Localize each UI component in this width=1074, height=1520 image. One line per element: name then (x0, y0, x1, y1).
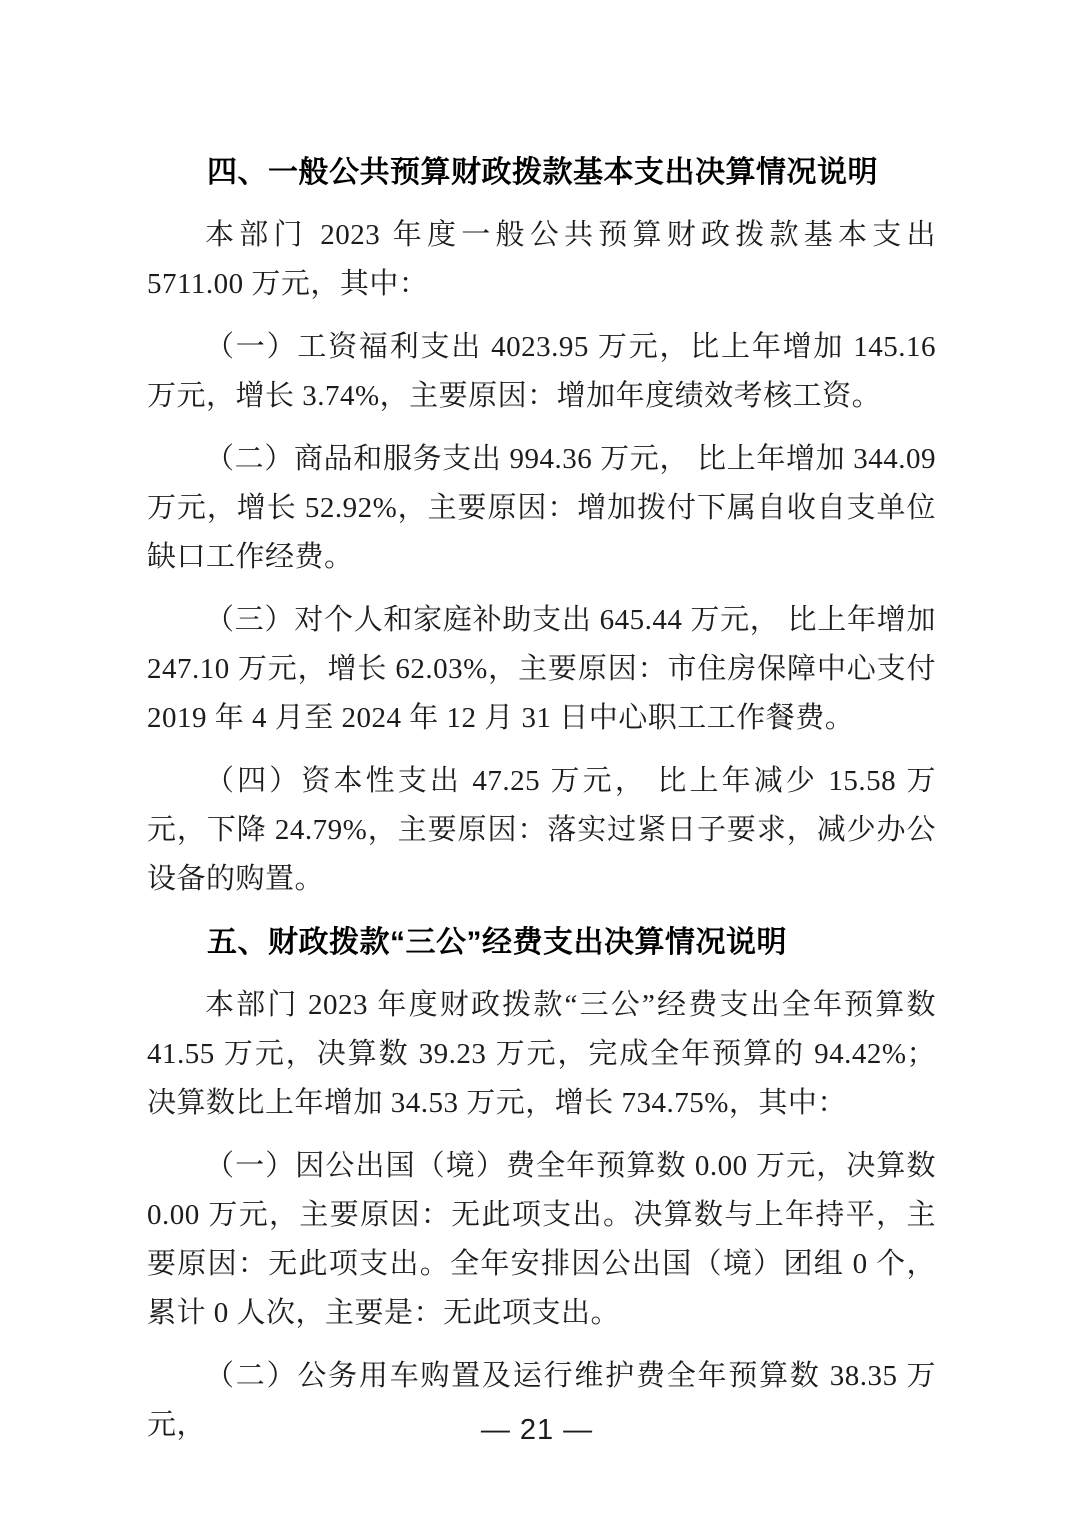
section-4-paragraph-goods-services: （二）商品和服务支出 994.36 万元， 比上年增加 344.09 万元，增长 52.92%，主要原因：增加拨付下属自收自支单位缺口工作经费。 (147, 443, 936, 573)
section-4-paragraph-individual-family-subsidy: （三）对个人和家庭补助支出 645.44 万元， 比上年增加 247.10 万元，增长 62.03%，主要原因：市住房保障中心支付 2019 年 4 月至 2024 年 12 月 31 日中心职工工作餐费。 (147, 604, 936, 734)
document-content (147, 138, 936, 1464)
section-basic-expenditure (147, 148, 936, 904)
section-three-public-funds (147, 918, 936, 1450)
section-4-paragraph-intro: 本部门 2023 年度一般公共预算财政拨款基本支出 5711.00 万元，其中： (147, 219, 936, 300)
section-4-paragraph-salary-welfare: （一）工资福利支出 4023.95 万元，比上年增加 145.16 万元，增长 3.74%，主要原因：增加年度绩效考核工资。 (147, 331, 936, 412)
section-5-paragraph-official-vehicles: （二）公务用车购置及运行维护费全年预算数 38.35 万元， (147, 1360, 936, 1441)
section-4-heading: 四、一般公共预算财政拨款基本支出决算情况说明 (207, 156, 878, 189)
section-5-paragraph-overseas-trips: （一）因公出国（境）费全年预算数 0.00 万元，决算数 0.00 万元，主要原因：无此项支出。决算数与上年持平，主要原因：无此项支出。全年安排因公出国（境）团组 0 个，累计 0 人次，主要是：无此项支出。 (147, 1150, 936, 1329)
page-footer (0, 1414, 1074, 1447)
section-5-paragraph-intro: 本部门 2023 年度财政拨款“三公”经费支出全年预算数 41.55 万元，决算数 39.23 万元，完成全年预算的 94.42%；决算数比上年增加 34.53 万元，增长 734.75%，其中： (147, 989, 936, 1119)
section-4-paragraph-capital-expenditure: （四）资本性支出 47.25 万元， 比上年减少 15.58 万元，下降 24.79%，主要原因：落实过紧日子要求，减少办公设备的购置。 (147, 765, 936, 895)
section-5-heading: 五、财政拨款“三公”经费支出决算情况说明 (207, 926, 787, 959)
page-number: — 21 — (480, 1414, 594, 1446)
